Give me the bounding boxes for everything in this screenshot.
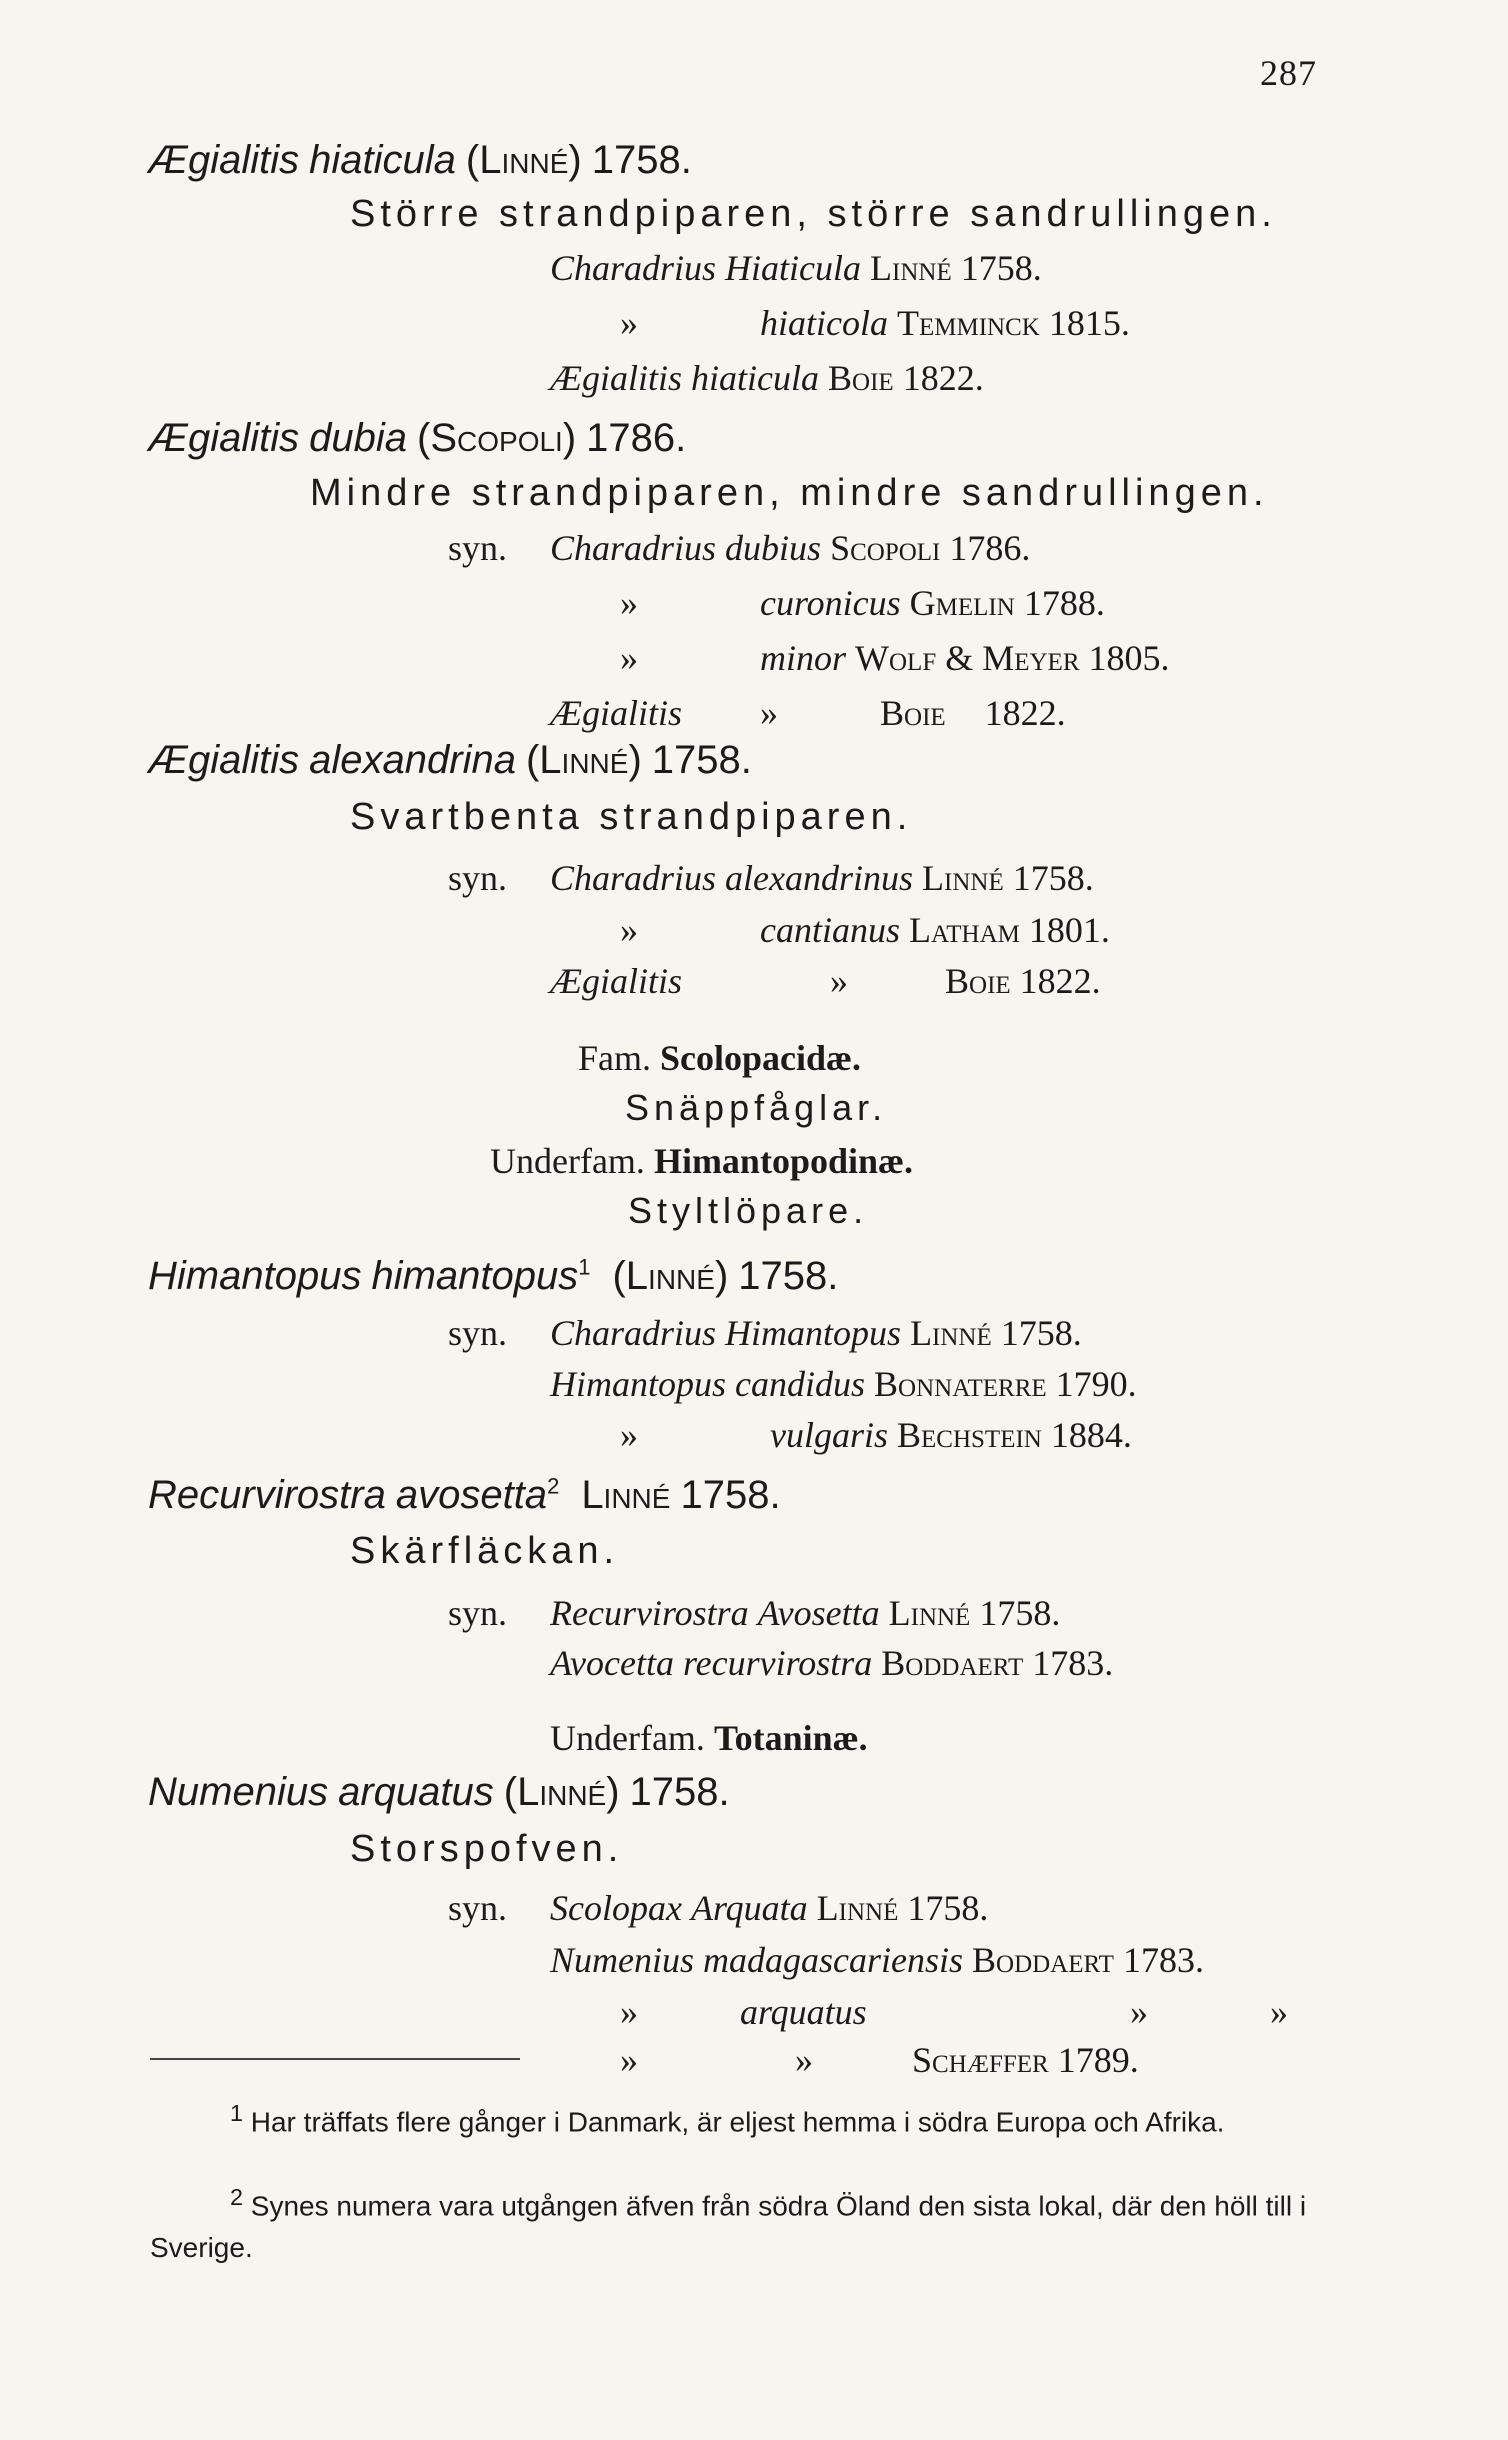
ditto-mark: » bbox=[620, 1415, 638, 1455]
footnote-divider bbox=[150, 2058, 520, 2060]
genus: Ægialitis bbox=[148, 738, 300, 782]
synonym-species: candidus bbox=[735, 1364, 866, 1404]
species: avosetta bbox=[395, 1473, 548, 1517]
genus: Himantopus bbox=[148, 1254, 362, 1298]
family-vernacular: Snäppfåglar. bbox=[625, 1087, 888, 1128]
footnote-ref: 1 bbox=[578, 1254, 591, 1280]
ditto-mark: » bbox=[760, 693, 778, 733]
year: 1758. bbox=[651, 738, 752, 782]
synonym-year: 1822. bbox=[1019, 961, 1101, 1001]
synonym-author: Linné bbox=[888, 1593, 971, 1633]
synonym-year: 1758. bbox=[979, 1593, 1061, 1633]
species-heading-numenius bbox=[148, 1772, 730, 1812]
synonym-year: 1801. bbox=[1028, 910, 1110, 950]
synonym-author: Boie bbox=[880, 693, 946, 733]
species: dubia bbox=[309, 416, 408, 460]
synonym-year: 1758. bbox=[1000, 1313, 1082, 1353]
synonym-author: Scopoli bbox=[830, 528, 941, 568]
synonym-row bbox=[550, 250, 1042, 286]
vernacular-name: Mindre strandpiparen, mindre sandrullingen. bbox=[310, 472, 1269, 514]
synonym-year: 1783. bbox=[1032, 1643, 1114, 1683]
synonym-species: curonicus bbox=[760, 583, 901, 623]
synonym-year: 1822. bbox=[984, 693, 1066, 733]
synonym-genus: Recurvirostra bbox=[550, 1593, 749, 1633]
synonym-year: 1783. bbox=[1122, 1940, 1204, 1980]
synonym-year: 1786. bbox=[949, 528, 1031, 568]
ditto-mark: » bbox=[620, 303, 638, 343]
synonym-genus: Himantopus bbox=[550, 1364, 727, 1404]
synonym-year: 1805. bbox=[1088, 638, 1170, 678]
footnote-mark: 2 bbox=[230, 2184, 243, 2210]
page-number: 287 bbox=[1260, 53, 1317, 93]
synonym-row bbox=[550, 360, 984, 396]
syn-label: syn. bbox=[448, 528, 508, 568]
synonym-year: 1822. bbox=[902, 358, 984, 398]
ditto-mark: » bbox=[795, 2040, 813, 2080]
subfamily-name: Totaninæ. bbox=[713, 1718, 868, 1758]
syn-label: syn. bbox=[448, 858, 508, 898]
synonym-genus: Ægialitis bbox=[550, 693, 683, 733]
synonym-author: Boddaert bbox=[881, 1643, 1024, 1683]
author: Linné bbox=[581, 1473, 671, 1517]
synonym-species: madagascariensis bbox=[703, 1940, 963, 1980]
syn-label: syn. bbox=[448, 1888, 508, 1928]
synonym-species: cantianus bbox=[760, 910, 900, 950]
ditto-mark: » bbox=[620, 638, 638, 678]
subfamily-name: Himantopodinæ. bbox=[653, 1141, 914, 1181]
synonym-author: Linné bbox=[922, 858, 1004, 898]
author: (Linné) bbox=[503, 1770, 620, 1814]
synonym-author: Linné bbox=[910, 1313, 992, 1353]
species-heading-recurvirostra bbox=[148, 1475, 781, 1515]
species-heading-himantopus bbox=[148, 1256, 838, 1296]
vernacular-name: Skärfläckan. bbox=[350, 1530, 620, 1572]
year: 1758. bbox=[738, 1254, 839, 1298]
genus: Recurvirostra bbox=[148, 1473, 386, 1517]
ditto-mark: » bbox=[830, 961, 848, 1001]
synonym-species: minor bbox=[760, 638, 847, 678]
synonym-year: 1884. bbox=[1050, 1415, 1132, 1455]
species: himantopus bbox=[371, 1254, 579, 1298]
year: 1786. bbox=[586, 416, 687, 460]
synonym-author: Boie bbox=[945, 961, 1011, 1001]
footnote bbox=[150, 2092, 1365, 2143]
synonym-species: arquatus bbox=[740, 1992, 867, 2032]
vernacular-name: Storspofven. bbox=[350, 1828, 624, 1870]
ditto-mark: » bbox=[1130, 1992, 1148, 2032]
synonym-author: Schæffer bbox=[912, 2040, 1049, 2080]
ditto-mark: » bbox=[620, 2040, 638, 2080]
syn-label: syn. bbox=[448, 1593, 508, 1633]
synonym-author: Boddaert bbox=[972, 1940, 1114, 1980]
genus: Ægialitis bbox=[148, 138, 300, 182]
synonym-genus: Charadrius bbox=[550, 248, 717, 288]
synonym-year: 1789. bbox=[1057, 2040, 1139, 2080]
author: (Scopoli) bbox=[417, 416, 577, 460]
synonym-row bbox=[550, 1942, 1204, 1978]
subfamily-heading bbox=[490, 1143, 913, 1179]
family-label: Fam. bbox=[578, 1038, 652, 1078]
synonym-author: Linné bbox=[816, 1888, 899, 1928]
genus: Numenius bbox=[148, 1770, 329, 1814]
species-heading-hiaticula bbox=[148, 140, 692, 180]
species: arquatus bbox=[338, 1770, 494, 1814]
subfamily-label: Underfam. bbox=[550, 1718, 705, 1758]
synonym-species: hiaticula bbox=[691, 358, 820, 398]
synonym-species: Hiaticula bbox=[725, 248, 862, 288]
synonym-year: 1788. bbox=[1023, 583, 1105, 623]
family-heading bbox=[578, 1040, 861, 1076]
synonym-species: hiaticola bbox=[760, 303, 888, 343]
vernacular-name: Större strandpiparen, större sandrullingen. bbox=[350, 193, 1277, 235]
footnote-text: Synes numera vara utgången äfven från södra Öland den sista lokal, där den höll till i Sverige. bbox=[150, 2190, 1307, 2264]
subfamily-vernacular: Styltlöpare. bbox=[628, 1190, 869, 1231]
year: 1758. bbox=[629, 1770, 730, 1814]
ditto-mark: » bbox=[620, 1992, 638, 2032]
year: 1758. bbox=[680, 1473, 781, 1517]
synonym-author: Boie bbox=[828, 358, 894, 398]
synonym-author: Bechstein bbox=[897, 1415, 1042, 1455]
synonym-species: Avosetta bbox=[757, 1593, 880, 1633]
footnote-text: Har träffats flere gånger i Danmark, är eljest hemma i södra Europa och Afrika. bbox=[250, 2106, 1225, 2138]
footnote-mark: 1 bbox=[230, 2100, 243, 2126]
synonym-year: 1790. bbox=[1055, 1364, 1137, 1404]
synonym-genus: Charadrius bbox=[550, 858, 717, 898]
synonym-species: dubius bbox=[725, 528, 822, 568]
synonym-year: 1758. bbox=[960, 248, 1042, 288]
synonym-author: Latham bbox=[909, 910, 1020, 950]
year: 1758. bbox=[591, 138, 692, 182]
author: (Linné) bbox=[525, 738, 642, 782]
footnote bbox=[150, 2176, 1365, 2269]
footnote-ref: 2 bbox=[547, 1473, 560, 1499]
species: alexandrina bbox=[309, 738, 516, 782]
synonym-genus: Avocetta bbox=[550, 1643, 674, 1683]
synonym-year: 1758. bbox=[907, 1888, 989, 1928]
synonym-species: Himantopus bbox=[725, 1313, 902, 1353]
synonym-genus: Charadrius bbox=[550, 528, 717, 568]
syn-label: syn. bbox=[448, 1313, 508, 1353]
family-name: Scolopacidæ. bbox=[660, 1038, 862, 1078]
synonym-genus: Charadrius bbox=[550, 1313, 717, 1353]
species: hiaticula bbox=[309, 138, 456, 182]
species-heading-alexandrina bbox=[148, 740, 752, 780]
ditto-mark: » bbox=[1270, 1992, 1288, 2032]
synonym-year: 1758. bbox=[1012, 858, 1094, 898]
synonym-author: Gmelin bbox=[909, 583, 1015, 623]
synonym-genus: Scolopax bbox=[550, 1888, 682, 1928]
synonym-genus: Numenius bbox=[550, 1940, 694, 1980]
synonym-species: recurvirostra bbox=[682, 1643, 873, 1683]
ditto-mark: » bbox=[620, 910, 638, 950]
subfamily-label: Underfam. bbox=[490, 1141, 645, 1181]
synonym-genus: Ægialitis bbox=[550, 961, 683, 1001]
synonym-author: Linné bbox=[870, 248, 952, 288]
vernacular-name: Svartbenta strandpiparen. bbox=[350, 796, 913, 838]
author: (Linné) bbox=[612, 1254, 729, 1298]
synonym-author: Temminck bbox=[897, 303, 1040, 343]
synonym-author: Wolf & Meyer bbox=[855, 638, 1080, 678]
ditto-mark: » bbox=[620, 583, 638, 623]
synonym-row bbox=[550, 1366, 1137, 1402]
synonym-year: 1815. bbox=[1048, 303, 1130, 343]
author: (Linné) bbox=[465, 138, 582, 182]
synonym-species: vulgaris bbox=[770, 1415, 889, 1455]
genus: Ægialitis bbox=[148, 416, 300, 460]
synonym-author: Bonnaterre bbox=[874, 1364, 1047, 1404]
species-heading-dubia bbox=[148, 418, 686, 458]
synonym-row bbox=[550, 1645, 1113, 1681]
subfamily-heading bbox=[550, 1720, 868, 1756]
synonym-genus: Ægialitis bbox=[550, 358, 683, 398]
synonym-species: alexandrinus bbox=[725, 858, 914, 898]
synonym-species: Arquata bbox=[690, 1888, 808, 1928]
